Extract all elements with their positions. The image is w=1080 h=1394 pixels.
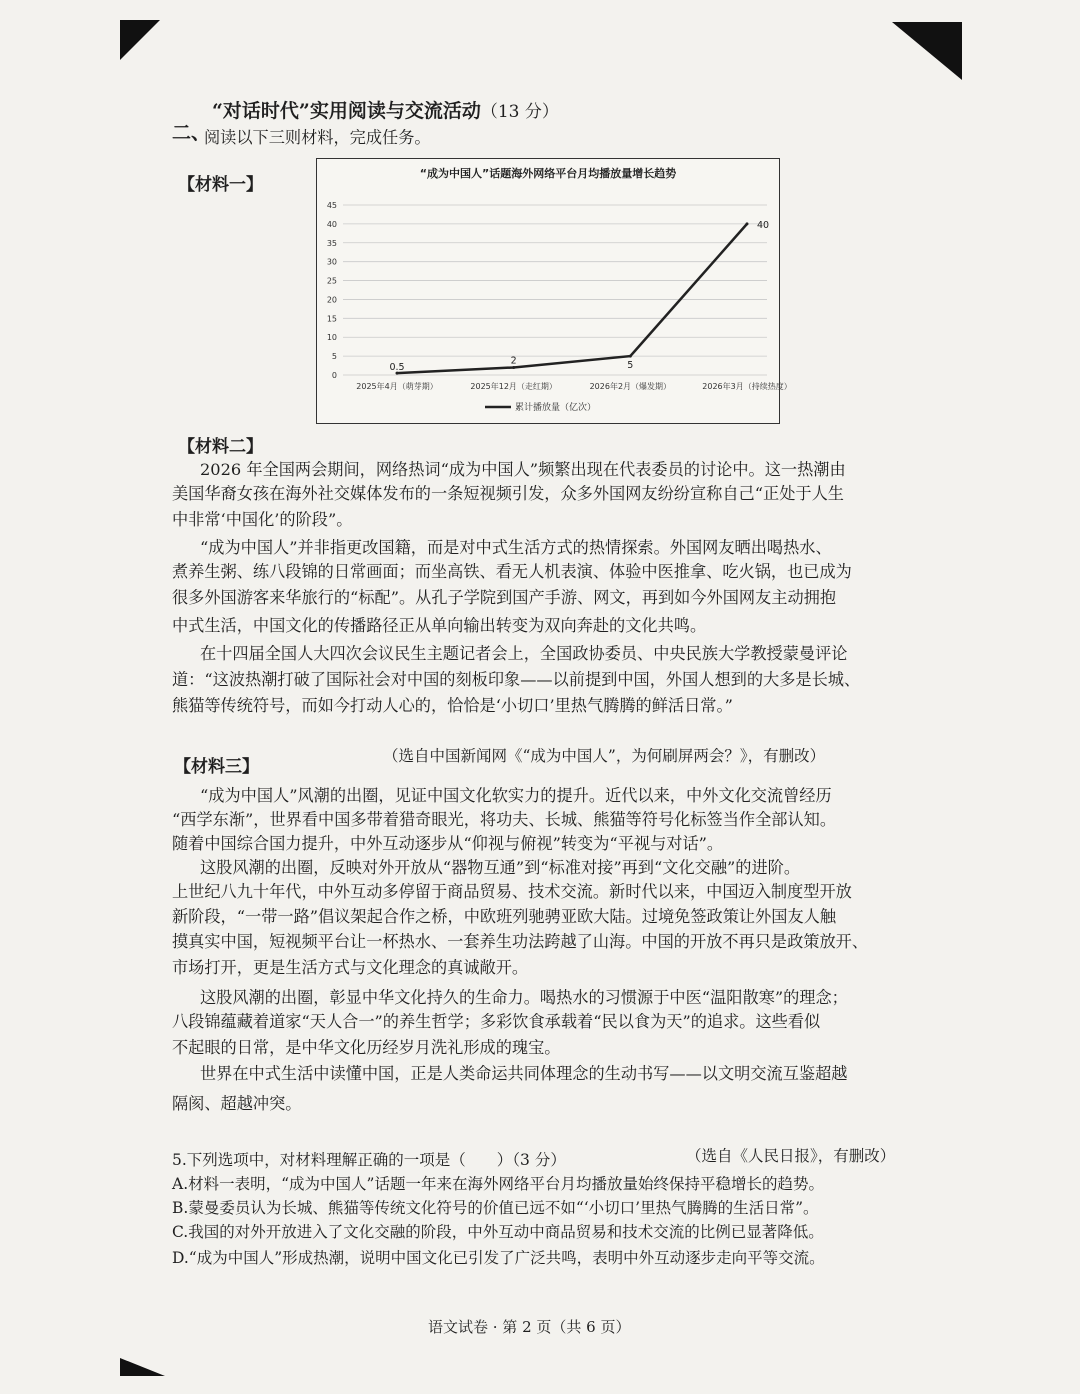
line-chart bbox=[317, 159, 792, 423]
text-line: 熊猫等传统符号，而如今打动人心的，恰恰是‘小切口’里热气腾腾的鲜活日常。” bbox=[172, 696, 733, 715]
section-score: （13 分） bbox=[480, 102, 559, 122]
data-label: 5 bbox=[627, 360, 634, 372]
text-line: 不起眼的日常，是中华文化历经岁月洗礼形成的瑰宝。 bbox=[172, 1038, 561, 1057]
y-tick-label: 10 bbox=[326, 333, 337, 343]
text-line: 摸真实中国，短视频平台让一杯热水、一套养生功法跨越了山海。中国的开放不再只是政策放开、 bbox=[172, 932, 869, 951]
scan-corner-mark bbox=[120, 1358, 165, 1376]
text-line: 随着中国综合国力提升，中外互动逐步从“仰视与俯视”转变为“平视与对话”。 bbox=[172, 834, 724, 853]
text-line: 八段锦蕴藏着道家“天人合一”的养生哲学；多彩饮食承载着“民以食为天”的追求。这些看似 bbox=[172, 1012, 821, 1031]
text-line: “成为中国人”并非指更改国籍，而是对中式生活方式的热情探索。外国网友晒出喝热水、 bbox=[200, 538, 832, 557]
section-number: 二、 bbox=[172, 122, 211, 144]
text-line: 隔阂、超越冲突。 bbox=[172, 1094, 302, 1113]
text-line: 中非常‘中国化’的阶段”。 bbox=[172, 510, 353, 529]
series-line bbox=[397, 224, 747, 373]
question-option: B.蒙曼委员认为长城、熊猫等传统文化符号的价值已远不如“‘小切口’里热气腾腾的生活日常”。 bbox=[172, 1199, 819, 1217]
text-line: 美国华裔女孩在海外社交媒体发布的一条短视频引发，众多外国网友纷纷宣称自己“正处于人生 bbox=[172, 484, 844, 503]
y-tick-label: 35 bbox=[326, 238, 337, 248]
material2-source: （选自中国新闻网《“成为中国人”，为何刷屏两会？》，有删改） bbox=[383, 747, 826, 765]
y-tick-label: 0 bbox=[331, 371, 337, 380]
x-tick-label: 2025年4月（萌芽期） bbox=[356, 382, 438, 391]
data-label: 0.5 bbox=[389, 362, 405, 374]
section-title bbox=[212, 96, 559, 123]
chart-title: “成为中国人”话题海外网络平台月均播放量增长趋势 bbox=[419, 167, 677, 180]
page-footer: 语文试卷 · 第 2 页（共 6 页） bbox=[428, 1318, 631, 1336]
y-tick-label: 45 bbox=[326, 201, 337, 210]
text-line: 上世纪八九十年代，中外互动多停留于商品贸易、技术交流。新时代以来，中国迈入制度型开放 bbox=[172, 882, 852, 901]
text-line: 很多外国游客来华旅行的“标配”。从孔子学院到国产手游、网文，再到如今外国网友主动拥抱 bbox=[172, 588, 837, 607]
material3-source: （选自《人民日报》，有删改） bbox=[686, 1147, 896, 1165]
x-tick-label: 2026年2月（爆发期） bbox=[589, 382, 672, 391]
legend-label: 累计播放量（亿次） bbox=[515, 403, 597, 413]
x-tick-label: 2025年12月（走红期） bbox=[470, 382, 557, 391]
text-line: 在十四届全国人大四次会议民生主题记者会上，全国政协委员、中央民族大学教授蒙曼评论 bbox=[200, 644, 848, 663]
question-option: D.“成为中国人”形成热潮，说明中国文化已引发了广泛共鸣，表明中外互动逐步走向平等交流。 bbox=[172, 1249, 825, 1267]
data-point bbox=[629, 355, 632, 358]
scan-corner-mark bbox=[120, 20, 160, 60]
text-line: 新阶段，“一带一路”倡议架起合作之桥，中欧班列驰骋亚欧大陆。过境免签政策让外国友人触 bbox=[172, 907, 837, 926]
text-line: 市场打开，更是生活方式与文化理念的真诚敞开。 bbox=[172, 958, 529, 977]
data-point bbox=[746, 222, 749, 225]
text-line: “西学东渐”，世界看中国多带着猎奇眼光，将功夫、长城、熊猫等符号化标签当作全部认知。 bbox=[172, 810, 837, 829]
y-tick-label: 5 bbox=[331, 352, 337, 362]
data-label: 2 bbox=[510, 355, 517, 367]
chart-frame bbox=[316, 158, 792, 424]
y-tick-label: 30 bbox=[326, 257, 337, 267]
text-line: 2026 年全国两会期间，网络热词“成为中国人”频繁出现在代表委员的讨论中。这一热潮由 bbox=[200, 460, 846, 479]
data-label: 40 bbox=[756, 219, 770, 231]
question-stem: 5.下列选项中，对材料理解正确的一项是（ ）（3 分） bbox=[172, 1151, 566, 1169]
x-tick-label: 2026年3月（持续热度） bbox=[702, 382, 792, 391]
y-tick-label: 40 bbox=[326, 219, 337, 229]
question-option: C.我国的对外开放进入了文化交融的阶段，中外互动中商品贸易和技术交流的比例已显著降低。 bbox=[172, 1223, 824, 1241]
text-line: 煮养生粥、练八段锦的日常画面；而坐高铁、看无人机表演、体验中医推拿、吃火锅，也已成为 bbox=[172, 562, 852, 581]
text-line: “成为中国人”风潮的出圈，见证中国文化软实力的提升。近代以来，中外文化交流曾经历 bbox=[200, 786, 832, 805]
material2-label: 【材料二】 bbox=[178, 437, 263, 457]
y-tick-label: 15 bbox=[326, 314, 337, 324]
question-option: A.材料一表明，“成为中国人”话题一年来在海外网络平台月均播放量始终保持平稳增长的趋势。 bbox=[172, 1175, 824, 1193]
y-tick-label: 20 bbox=[326, 295, 337, 305]
text-line: 这股风潮的出圈，彰显中华文化持久的生命力。喝热水的习惯源于中医“温阳散寒”的理念； bbox=[200, 988, 848, 1007]
y-tick-label: 25 bbox=[326, 276, 337, 286]
section-title-text: “对话时代”实用阅读与交流活动 bbox=[212, 100, 481, 122]
section-instruction: 阅读以下三则材料，完成任务。 bbox=[204, 128, 431, 147]
text-line: 中式生活，中国文化的传播路径正从单向输出转变为双向奔赴的文化共鸣。 bbox=[172, 616, 707, 635]
text-line: 道：“这波热潮打破了国际社会对中国的刻板印象——以前提到中国，外国人想到的大多是长城、 bbox=[172, 670, 861, 689]
scan-corner-mark bbox=[892, 22, 962, 80]
material3-label: 【材料三】 bbox=[174, 757, 259, 777]
text-line: 这股风潮的出圈，反映对外开放从“器物互通”到“标准对接”再到“文化交融”的进阶。 bbox=[200, 858, 801, 877]
text-line: 世界在中式生活中读懂中国，正是人类命运共同体理念的生动书写——以文明交流互鉴超越 bbox=[200, 1064, 848, 1083]
material1-label: 【材料一】 bbox=[178, 175, 263, 195]
